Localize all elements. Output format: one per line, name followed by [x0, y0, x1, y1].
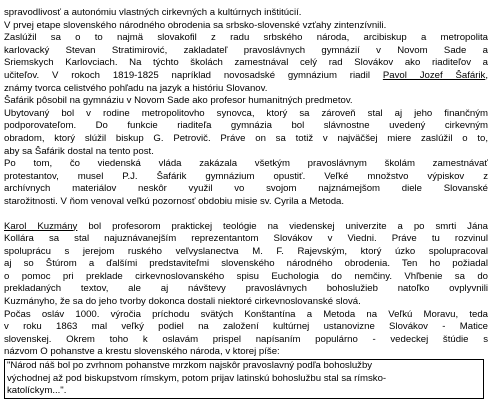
text-line: Kollára sa stal najuznávanejším reprezentantom Slovákov v Viedni. Práve tu rozvinul	[4, 233, 488, 245]
quote-line: východnej až pod biskupstvom rímskym, potom prijav latinskú bohoslužbu stal sa rímsko-	[7, 372, 387, 384]
text-line: Ubytovaný bol v rodine metropolitovho synovca, ktorý sa zároveň stal aj jeho finančným	[4, 107, 488, 119]
text-line: aby sa Šafárik dostal na tento post.	[4, 145, 154, 157]
text-line	[4, 221, 488, 234]
paragraph-intro	[4, 7, 488, 95]
text-line: Po tom, čo viedenská vláda zakázala všetkým pravoslávnym školám zamestnávať	[4, 158, 488, 170]
document-page	[4, 7, 488, 399]
quotation-box	[4, 359, 484, 399]
text-line: V prvej etape slovenského národného obrodenia sa srbsko-slovenské vzťahy zintenzívnili.	[4, 19, 387, 31]
text-line	[4, 70, 488, 83]
text-line: spravodlivosť a autonómiu vlastných cirkevných a kultúrnych inštitúcií.	[4, 7, 302, 18]
text-line: o pomoc pri preklade cirkevnoslovanského spisu Euchologia do nemčiny. Vhľbenie sa do	[4, 270, 488, 282]
text-fragment: bol profesorom praktickej teológie na viedenskej univerzite a po smrti Jána	[77, 220, 488, 232]
paragraph-safarik	[4, 95, 488, 158]
text-line: Počas osláv 1000. výročia príchodu svätých Konštantína a Metoda na Veľkú Moravu, teda	[4, 308, 488, 320]
paragraph-kuzmany	[4, 221, 488, 309]
text-line: slovenskej. Okrem toho k oslavám prispel napísaním populárno - vedeckej štúdie s	[4, 333, 488, 345]
person-name-kuzmany: Karol Kuzmány	[4, 220, 78, 232]
text-line: Kuzmányho, že sa do jeho tvorby dokonca dostali niektoré cirkevnoslovanské slová.	[4, 296, 361, 308]
text-line: známy tvorca celistvého pohľadu na jazyk a históriu Slovanov.	[4, 82, 268, 94]
person-name-safarik: Pavol Jozef Šafárik	[382, 69, 486, 81]
text-line: názvom O pohanstve a krestu slovenského národa, v ktorej píše:	[4, 346, 280, 358]
text-line: Šafárik pôsobil na gymnáziu v Novom Sade ako profesor humanitných predmetov.	[4, 95, 353, 107]
text-line: archívnych materiálov neskôr využil vo svojom najznámejšom diele Slovanské	[4, 183, 488, 195]
text-line: obradom, ktorý slúžil biskup G. Petrovič. Práve on sa totiž v najväčšej miere zaslúžil o to,	[4, 132, 488, 144]
paragraph-anniversary	[4, 309, 488, 359]
text-line: podporovateľom. Do funkcie riaditeľa gymnázia bol slávnostne uvedený cirkevným	[4, 120, 488, 132]
text-line: Sriemskych Karlovciach. Na týchto školách zamestnával celý rad Slovákov ako riaditeľov a	[4, 57, 488, 69]
quote-line: "Národ náš bol po zvrhnom pohanstve mrzkom najskôr pravoslavný podľa bohoslužby	[7, 360, 373, 372]
text-line: v roku 1863 mal veľký podiel na založení kultúrnej ustanovizne Slovákov - Matice	[4, 321, 488, 333]
text-fragment: ,	[485, 69, 488, 81]
text-line: karlovacký Stevan Stratimirović, zakladateľ pravoslávnych gymnázií v Novom Sade a	[4, 44, 488, 56]
paragraph-vienna-ban	[4, 158, 488, 208]
text-line: prekladaných textov, ale aj návštevy pravoslávnych bohoslužieb natoľko ovplyvnili	[4, 283, 488, 295]
text-line: starožitnosti. V ňom venoval veľkú pozornosť obdobiu misie sv. Cyrila a Metoda.	[4, 195, 345, 207]
text-line: aj so Štúrom a ďalšími predstaviteľmi slovenského národného obrodenia. Ten ho požiadal	[4, 258, 488, 270]
text-line: protestantov, musel P.J. Šafárik gymnázium opustiť. Veľké množstvo výpiskov z	[4, 170, 488, 182]
quote-line: katolíckym...".	[7, 385, 67, 397]
text-line: spoluprácu s jerejom ruského veľvyslanectva M. F. Rajevským, ktorý úzko spolupracoval	[4, 245, 488, 257]
paragraph-spacer	[4, 209, 488, 221]
text-line: Zaslúžil sa o to najmä slovakofil z radu srbského národa, arcibiskup a metropolita	[4, 32, 488, 44]
text-fragment: učiteľov. V rokoch 1819-1825 napríklad novosadské gymnázium riadil	[4, 69, 383, 81]
